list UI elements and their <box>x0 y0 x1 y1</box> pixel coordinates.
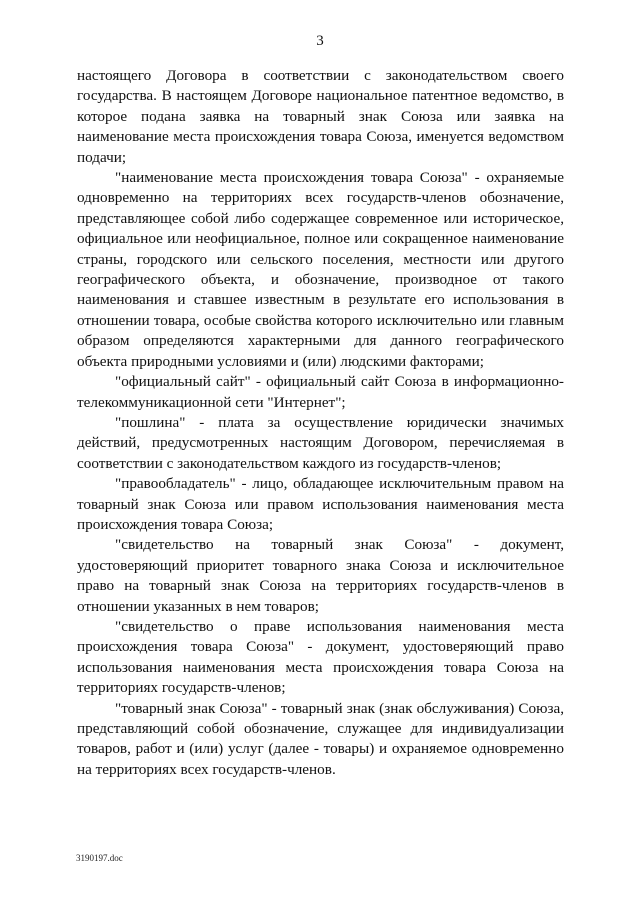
paragraph-definition-gi-certificate: "свидетельство о праве использования наименования места происхождения товара Союза" - документ, удостоверяющий право использования наименования места происхождения товара Союза на территориях государств-членов; <box>77 617 564 697</box>
paragraph-definition-official-site: "официальный сайт" - официальный сайт Союза в информационно-телекоммуникационной сети "Интернет"; <box>77 373 564 411</box>
document-body <box>77 66 564 780</box>
paragraph-definition-trademark-certificate: "свидетельство на товарный знак Союза" - документ, удостоверяющий приоритет товарного знака Союза и исключительное право на товарный знак Союза на территориях государств-членов в отношении указанных в нем товаров; <box>77 536 564 615</box>
paragraph-definition-geographical-indication: "наименование места происхождения товара Союза" - охраняемые одновременно на территориях всех государств-членов обозначение, представляющее собой либо содержащее современное или историческое, официальное или неофициальное, полное или сокращенное наименование страны, городского или сельского поселения, местности или другого географического объекта, и обозначение, производное от такого наименования и ставшее известным в результате его использования в отношении товара, особые свойства которого исключительно или главным образом определяются характерными для данного географического объекта природными условиями и (или) людскими факторами; <box>77 169 564 370</box>
paragraph-definition-fee: "пошлина" - плата за осуществление юридически значимых действий, предусмотренных настоящим Договором, перечисляемая в соответствии с законодательством каждого из государств-членов; <box>77 413 564 472</box>
footer-filename: 3190197.doc <box>76 853 123 863</box>
paragraph-definition-trademark: "товарный знак Союза" - товарный знак (знак обслуживания) Союза, представляющий собой обозначение, служащее для индивидуализации товаров, работ и (или) услуг (далее - товары) и охраняемое одновременно на территориях всех государств-членов. <box>77 699 564 778</box>
paragraph-continuation: настоящего Договора в соответствии с законодательством своего государства. В настоящем Договоре национальное патентное ведомство, в которое подана заявка на товарный знак Союза или заявка на наименование места происхождения товара Союза, именуется ведомством подачи; <box>77 67 564 166</box>
paragraph-definition-right-holder: "правообладатель" - лицо, обладающее исключительным правом на товарный знак Союза или правом использования наименования места происхождения товара Союза; <box>77 475 564 533</box>
page-number: 3 <box>316 33 324 49</box>
